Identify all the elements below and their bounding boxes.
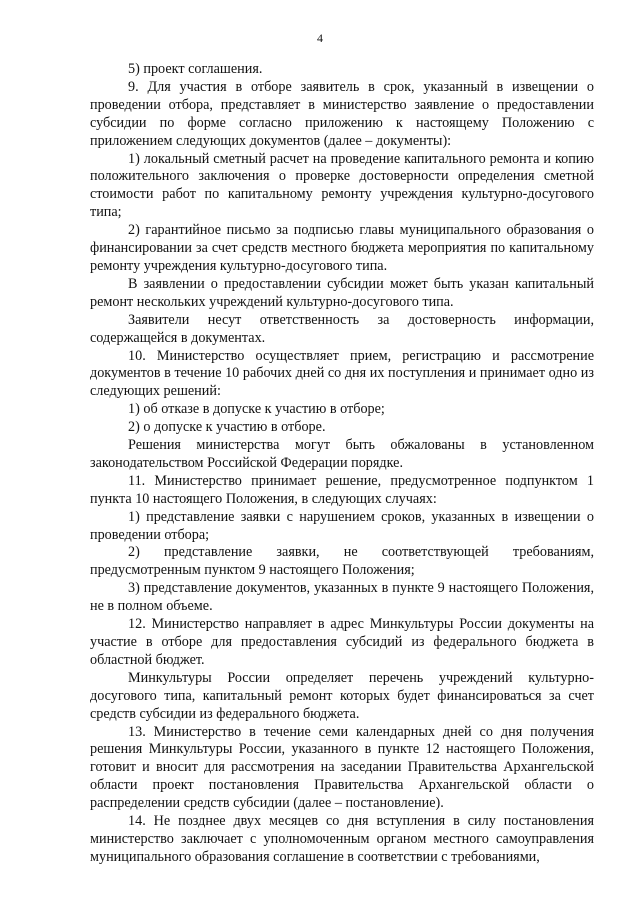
paragraph-clause-10-item-1: 1) об отказе в допуске к участию в отборе; <box>128 401 385 418</box>
page-number: 4 <box>317 31 323 45</box>
paragraph-clause-10: 10. Министерство осуществляет прием, регистрацию и рассмотрение документов в течение 10 рабочих дней со дня их поступления и принимает одно из следующих решений: <box>90 347 594 400</box>
paragraph-clause-13: 13. Министерство в течение семи календарных дней со дня получения решения Минкультуры России, указанного в пункте 12 настоящего Положения, готовит и вносит для рассмотрения на заседании Правительства Архангельской области проект постановления Правительства Архангельской области о распределении средств субсидии (далее – постановление). <box>90 723 594 812</box>
paragraph-item-5-draft-agreement: 5) проект соглашения. <box>128 61 263 77</box>
paragraph-clause-12: 12. Министерство направляет в адрес Минкультуры России документы на участие в отборе для предоставления субсидий из федерального бюджета в областной бюджет. <box>90 616 594 668</box>
paragraph-clause-9-item-1: 1) локальный сметный расчет на проведение капитального ремонта и копию положительного заключения о проверке достоверности определения сметной стоимости работ по капитальному ремонту учреждения культурно-досугового типа; <box>90 150 594 221</box>
paragraph-applicant-responsibility: Заявители несут ответственность за достоверность информации, содержащейся в документах. <box>90 311 594 346</box>
paragraph-clause-11-item-2: 2) представление заявки, не соответствующей требованиям, предусмотренным пунктом 9 настоящего Положения; <box>90 544 594 579</box>
paragraph-ministry-of-culture-list: Минкультуры России определяет перечень учреждений культурно-досугового типа, капитальный ремонт которых будет финансироваться за счет средств субсидии из федерального бюджета. <box>90 669 594 722</box>
paragraph-clause-11-item-1: 1) представление заявки с нарушением сроков, указанных в извещении о проведении отбора; <box>90 508 594 543</box>
paragraph-clause-10-item-2: 2) о допуске к участию в отборе. <box>128 419 326 436</box>
paragraph-clause-9: 9. Для участия в отборе заявитель в срок, указанный в извещении о проведении отбора, представляет в министерство заявление о предоставлении субсидии по форме согласно приложению к настоящему Положению с приложением следующих документов (далее – документы): <box>90 78 594 149</box>
paragraph-clause-11: 11. Министерство принимает решение, предусмотренное подпунктом 1 пункта 10 настоящего Положения, в следующих случаях: <box>90 472 594 507</box>
paragraph-multiple-institutions: В заявлении о предоставлении субсидии может быть указан капитальный ремонт нескольких учреждений культурно-досугового типа. <box>90 275 594 310</box>
paragraph-clause-9-item-2: 2) гарантийное письмо за подписью главы муниципального образования о финансировании за счет средств местного бюджета мероприятия по капитальному ремонту учреждения культурно-досугового типа. <box>90 222 594 274</box>
paragraph-clause-14: 14. Не позднее двух месяцев со дня вступления в силу постановления министерство заключает с уполномоченным органом местного самоуправления муниципального образования соглашение в соответствии с требованиями, <box>90 813 594 865</box>
paragraph-appeal: Решения министерства могут быть обжалованы в установленном законодательством Российской Федерации порядке. <box>90 437 594 471</box>
document-body <box>90 61 594 867</box>
paragraph-clause-11-item-3: 3) представление документов, указанных в пункте 9 настоящего Положения, не в полном объеме. <box>90 580 594 615</box>
